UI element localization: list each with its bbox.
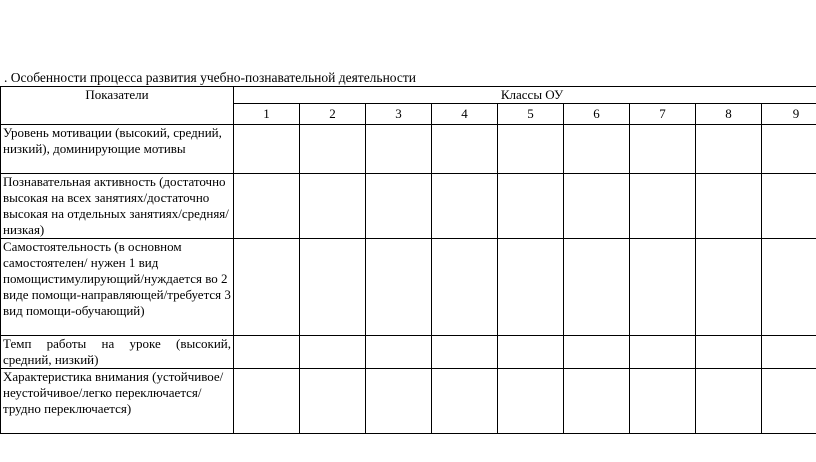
table-cell[interactable] xyxy=(762,336,816,369)
table-cell[interactable] xyxy=(300,174,366,239)
table-cell[interactable] xyxy=(762,369,816,434)
table-cell[interactable] xyxy=(696,369,762,434)
class-number-7: 7 xyxy=(630,104,696,125)
table-cell[interactable] xyxy=(630,125,696,174)
header-indicators: Показатели xyxy=(1,87,234,125)
class-number-5: 5 xyxy=(498,104,564,125)
table-cell[interactable] xyxy=(498,239,564,336)
table-cell[interactable] xyxy=(564,125,630,174)
table-cell[interactable] xyxy=(234,336,300,369)
table-cell[interactable] xyxy=(300,125,366,174)
header-classes: Классы ОУ xyxy=(234,87,816,104)
table-cell[interactable] xyxy=(366,125,432,174)
table-cell[interactable] xyxy=(498,336,564,369)
table-cell[interactable] xyxy=(630,174,696,239)
class-number-1: 1 xyxy=(234,104,300,125)
table-cell[interactable] xyxy=(498,125,564,174)
table-cell[interactable] xyxy=(300,369,366,434)
class-number-6: 6 xyxy=(564,104,630,125)
table-cell[interactable] xyxy=(234,369,300,434)
table-row xyxy=(1,239,816,336)
table-cell[interactable] xyxy=(630,369,696,434)
class-number-4: 4 xyxy=(432,104,498,125)
table-cell[interactable] xyxy=(432,336,498,369)
table-cell[interactable] xyxy=(300,239,366,336)
class-number-9: 9 xyxy=(762,104,816,125)
class-number-8: 8 xyxy=(696,104,762,125)
table-row xyxy=(1,336,816,369)
table-cell[interactable] xyxy=(696,239,762,336)
row-label-motivation: Уровень мотивации (высокий, средний, низкий), доминирующие мотивы xyxy=(1,125,234,174)
table-cell[interactable] xyxy=(300,336,366,369)
table-row xyxy=(1,125,816,174)
row-label-work-pace: Темп работы на уроке (высокий, средний, низкий) xyxy=(1,336,234,369)
table-cell[interactable] xyxy=(234,125,300,174)
table-cell[interactable] xyxy=(432,369,498,434)
classes-table xyxy=(0,86,816,434)
table-cell[interactable] xyxy=(696,336,762,369)
table-row xyxy=(1,174,816,239)
table-cell[interactable] xyxy=(696,125,762,174)
class-number-2: 2 xyxy=(300,104,366,125)
table-cell[interactable] xyxy=(762,174,816,239)
table-cell[interactable] xyxy=(366,336,432,369)
table-cell[interactable] xyxy=(366,174,432,239)
table-cell[interactable] xyxy=(432,239,498,336)
table-cell[interactable] xyxy=(630,239,696,336)
row-label-independence: Самостоятельность (в основном самостоятелен/ нужен 1 вид помощистимулирующий/нуждается во 2 виде помощи-направляющей/требуется 3 вид помощи-обучающий) xyxy=(1,239,234,336)
table-cell[interactable] xyxy=(432,174,498,239)
table-cell[interactable] xyxy=(564,174,630,239)
table-cell[interactable] xyxy=(498,174,564,239)
table-cell[interactable] xyxy=(498,369,564,434)
table-cell[interactable] xyxy=(630,336,696,369)
table-cell[interactable] xyxy=(564,369,630,434)
table-cell[interactable] xyxy=(696,174,762,239)
table-cell[interactable] xyxy=(234,174,300,239)
table-cell[interactable] xyxy=(366,239,432,336)
table-row xyxy=(1,369,816,434)
class-number-3: 3 xyxy=(366,104,432,125)
page-title: . Особенности процесса развития учебно-познавательной деятельности xyxy=(4,70,417,85)
table-cell[interactable] xyxy=(234,239,300,336)
table-cell[interactable] xyxy=(762,239,816,336)
table-cell[interactable] xyxy=(762,125,816,174)
table-cell[interactable] xyxy=(366,369,432,434)
table-cell[interactable] xyxy=(564,239,630,336)
row-label-cognitive-activity: Познавательная активность (достаточно высокая на всех занятиях/достаточно высокая на отдельных занятиях/средняя/низкая) xyxy=(1,174,234,239)
table-cell[interactable] xyxy=(432,125,498,174)
table-cell[interactable] xyxy=(564,336,630,369)
row-label-attention: Характеристика внимания (устойчивое/неустойчивое/легко переключается/трудно переключается) xyxy=(1,369,234,434)
